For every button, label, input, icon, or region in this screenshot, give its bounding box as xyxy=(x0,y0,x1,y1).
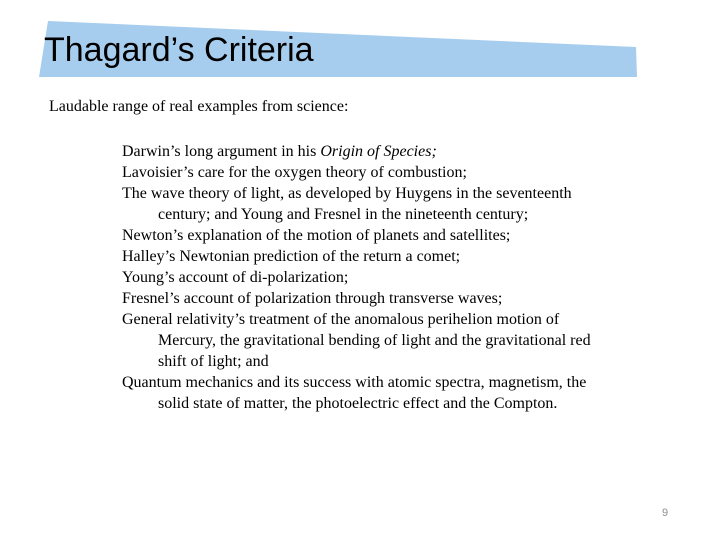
example-continuation: century; and Young and Fresnel in the nineteenth century; xyxy=(158,206,529,223)
example-text: The wave theory of light, as developed by Huygens in the seventeenth xyxy=(122,185,572,202)
slide-title: Thagard’s Criteria xyxy=(44,31,314,69)
title-band xyxy=(0,0,720,80)
example-text xyxy=(122,141,682,162)
example-item xyxy=(122,267,682,288)
example-item xyxy=(122,225,682,246)
example-item xyxy=(122,372,682,414)
intro-text: Laudable range of real examples from science: xyxy=(49,98,349,115)
example-text: Young’s account of di-polarization; xyxy=(122,269,349,286)
example-continuation: shift of light; and xyxy=(158,353,269,370)
example-continuation: solid state of matter, the photoelectric effect and the Compton. xyxy=(158,395,558,412)
example-text-part: Darwin’s long argument in his xyxy=(122,143,321,160)
example-text: Halley’s Newtonian prediction of the return a comet; xyxy=(122,248,461,265)
example-continuation: Mercury, the gravitational bending of light and the gravitational red xyxy=(158,332,591,349)
examples-list xyxy=(122,141,682,414)
example-item xyxy=(122,288,682,309)
example-text: General relativity’s treatment of the anomalous perihelion motion of xyxy=(122,311,560,328)
example-text: Lavoisier’s care for the oxygen theory of combustion; xyxy=(122,164,467,181)
example-item xyxy=(122,183,682,225)
example-item xyxy=(122,141,682,162)
example-text: Fresnel’s account of polarization through transverse waves; xyxy=(122,290,503,307)
example-item xyxy=(122,309,682,372)
example-text: Quantum mechanics and its success with atomic spectra, magnetism, the xyxy=(122,374,587,391)
example-item xyxy=(122,246,682,267)
example-item xyxy=(122,162,682,183)
book-title: Origin of Species; xyxy=(320,143,437,160)
page-number: 9 xyxy=(662,507,669,519)
example-text: Newton’s explanation of the motion of planets and satellites; xyxy=(122,227,511,244)
